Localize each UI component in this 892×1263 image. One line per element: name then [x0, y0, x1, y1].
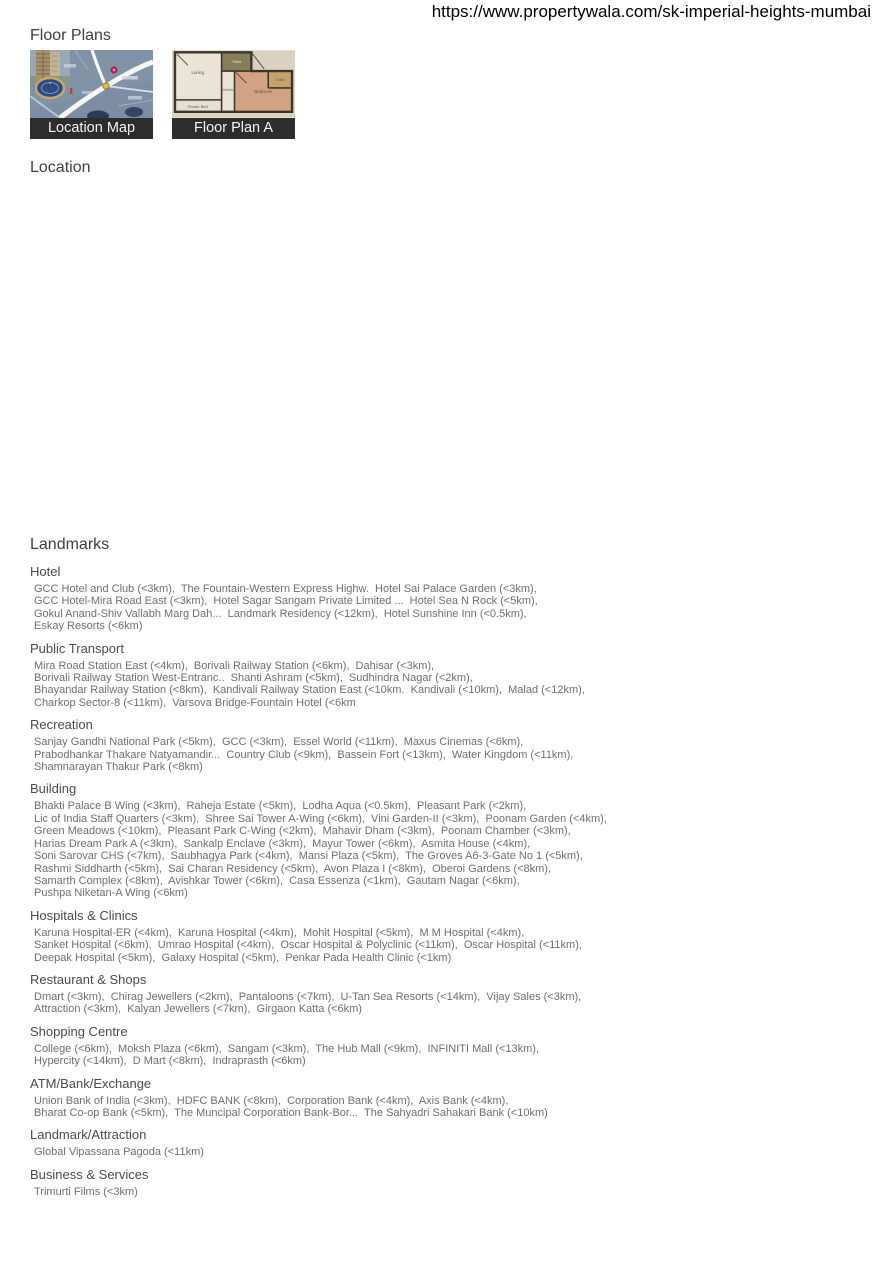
landmark-line: Dmart (<3km), Chirag Jewellers (<2km), Pantaloons (<7km), U-Tan Sea Resorts (<14km), Vijay Sales (<3km),: [34, 990, 582, 1003]
landmark-line: Harias Dream Park A (<3km), Sankalp Enclave (<3km), Mayur Tower (<6km), Asmita House (<4km),: [34, 837, 531, 850]
landmark-category: [30, 1076, 862, 1120]
page-content: [30, 0, 862, 1198]
landmark-line: Shamnarayan Thakur Park (<8km): [34, 761, 203, 774]
floor-plans-title: Floor Plans: [30, 27, 111, 44]
landmark-line: Global Vipassana Pagoda (<11km): [34, 1146, 204, 1159]
landmark-line: Deepak Hospital (<5km), Galaxy Hospital (<5km), Penkar Pada Health Clinic (<1km): [34, 951, 452, 964]
landmark-line: Eskay Resorts (<6km): [34, 620, 143, 633]
landmark-line: Sanket Hospital (<6km), Umrao Hospital (<4km), Oscar Hospital & Polyclinic (<11km), Oscar Hospital (<11km),: [34, 939, 582, 952]
landmark-category: [30, 1127, 862, 1158]
landmark-category: [30, 908, 862, 964]
landmark-category-name: Public Transport: [30, 640, 124, 656]
floor-plan-image: [172, 50, 295, 118]
landmarks-categories: [30, 564, 862, 1198]
landmark-line: Samarth Complex (<8km), Avishkar Tower (<6km), Casa Essenza (<1km), Gautam Nagar (<6km),: [34, 874, 520, 887]
landmark-line: College (<6km), Moksh Plaza (<6km), Sangam (<3km), The Hub Mall (<9km), INFINITI Mall (<13km),: [34, 1042, 540, 1055]
landmark-line: Charkop Sector-8 (<11km), Varsova Bridge-Fountain Hotel (<6km: [34, 696, 356, 709]
location-map-thumbnail[interactable]: [30, 50, 153, 139]
location-map-area: [30, 179, 862, 534]
landmark-line: GCC Hotel and Club (<3km), The Fountain-Western Express Highw. Hotel Sai Palace Garden (<3km),: [34, 583, 537, 595]
landmark-category: [30, 717, 862, 773]
room-label-living: Living: [191, 71, 205, 77]
landmark-line: Lic of India Staff Quarters (<3km), Shree Sai Tower A-Wing (<6km), Vini Garden-II (<3km), Poonam Garden (<4km),: [34, 812, 607, 825]
room-label-bedroom: Bedroom: [254, 88, 273, 94]
landmark-category: [30, 1167, 862, 1198]
floor-plan-thumbnails: [30, 50, 862, 139]
landmark-line: Gokul Anand-Shiv Vallabh Marg Dah... Landmark Residency (<12km), Hotel Sunshine Inn (<0.5km),: [34, 607, 527, 620]
landmark-line: GCC Hotel-Mira Road East (<3km), Hotel Sagar Sangam Private Limited ... Hotel Sea N Rock (<5km),: [34, 595, 538, 608]
landmark-category: [30, 1024, 862, 1068]
landmark-category-name: Recreation: [30, 717, 93, 733]
location-title: Location: [30, 159, 91, 176]
room-label-toilet-right: Toilet: [275, 77, 285, 83]
landmark-category-name: Hotel: [30, 564, 61, 579]
location-map-image: [30, 50, 153, 118]
landmark-category-name: Restaurant & Shops: [30, 971, 147, 987]
landmark-line: Bharat Co-op Bank (<5km), The Muncipal Corporation Bank-Bor... The Sahyadri Sahakari Bank (<10km): [34, 1106, 548, 1119]
thumbnail-caption: Floor Plan A: [172, 118, 295, 139]
room-label-flower-bed: Flower Bed: [187, 103, 208, 109]
room-label-toilet-top: Toilet: [231, 59, 242, 65]
floor-plan-a-thumbnail[interactable]: [172, 50, 295, 139]
landmark-line: Green Meadows (<10km), Pleasant Park C-Wing (<2km), Mahavir Dham (<3km), Poonam Chamber (<3km),: [34, 825, 571, 838]
landmark-line: Hypercity (<14km), D Mart (<8km), Indraprasth (<6km): [34, 1055, 306, 1068]
landmark-category: [30, 781, 862, 899]
landmark-line: Mira Road Station East (<4km), Borivali Railway Station (<6km), Dahisar (<3km),: [34, 659, 435, 672]
landmark-line: Borivali Railway Station West-Entranc.. Shanti Ashram (<5km), Sudhindra Nagar (<2km),: [34, 672, 473, 685]
landmark-category: [30, 641, 862, 710]
landmark-category-name: ATM/Bank/Exchange: [30, 1075, 152, 1091]
landmark-line: Prabodhankar Thakare Natyamandir... Country Club (<9km), Bassein Fort (<13km), Water Kingdom (<11km),: [34, 748, 574, 761]
landmark-line: Trimurti Films (<3km): [34, 1185, 138, 1198]
landmark-category-name: Business & Services: [30, 1166, 149, 1182]
landmark-category-name: Building: [30, 781, 77, 797]
thumbnail-caption: Location Map: [30, 118, 153, 139]
landmark-line: Bhayandar Railway Station (<8km), Kandivali Railway Station East (<10km. Kandivali (<10km), Malad (<12km),: [34, 684, 585, 697]
landmark-line: Sanjay Gandhi National Park (<5km), GCC (<3km), Essel World (<11km), Maxus Cinemas (<6km),: [34, 736, 524, 749]
room-label-kitchen: Kitchen: [221, 87, 235, 92]
landmark-line: Attraction (<3km), Kalyan Jewellers (<7km), Girgaon Katta (<6km): [34, 1003, 362, 1016]
landmarks-title: Landmarks: [30, 536, 110, 553]
landmark-line: Union Bank of India (<3km), HDFC BANK (<8km), Corporation Bank (<4km), Axis Bank (<4km),: [34, 1094, 509, 1107]
landmark-line: Bhakti Palace B Wing (<3km), Raheja Estate (<5km), Lodha Aqua (<0.5km), Pleasant Park (<2km),: [34, 800, 527, 813]
printed-page-url: https://www.propertywala.com/sk-imperial-heights-mumbai: [431, 2, 871, 21]
landmark-category: [30, 564, 862, 633]
landmark-line: Soni Sarovar CHS (<7km), Saubhagya Park (<4km), Mansi Plaza (<5km), The Groves A6-3-Gate No 1 (<5km),: [34, 850, 583, 863]
landmark-line: Rashmi Siddharth (<5km), Sai Charan Residency (<5km), Avon Plaza I (<8km), Oberoi Gardens (<8km),: [34, 862, 551, 875]
landmark-category-name: Hospitals & Clinics: [30, 907, 138, 923]
landmark-line: Karuna Hospital-ER (<4km), Karuna Hospital (<4km), Mohit Hospital (<5km), M M Hospital (<4km),: [34, 926, 525, 939]
landmark-category-name: Landmark/Attraction: [30, 1127, 147, 1143]
landmark-category: [30, 972, 862, 1016]
landmark-line: Pushpa Niketan-A Wing (<6km): [34, 887, 188, 900]
landmark-category-name: Shopping Centre: [30, 1023, 128, 1039]
